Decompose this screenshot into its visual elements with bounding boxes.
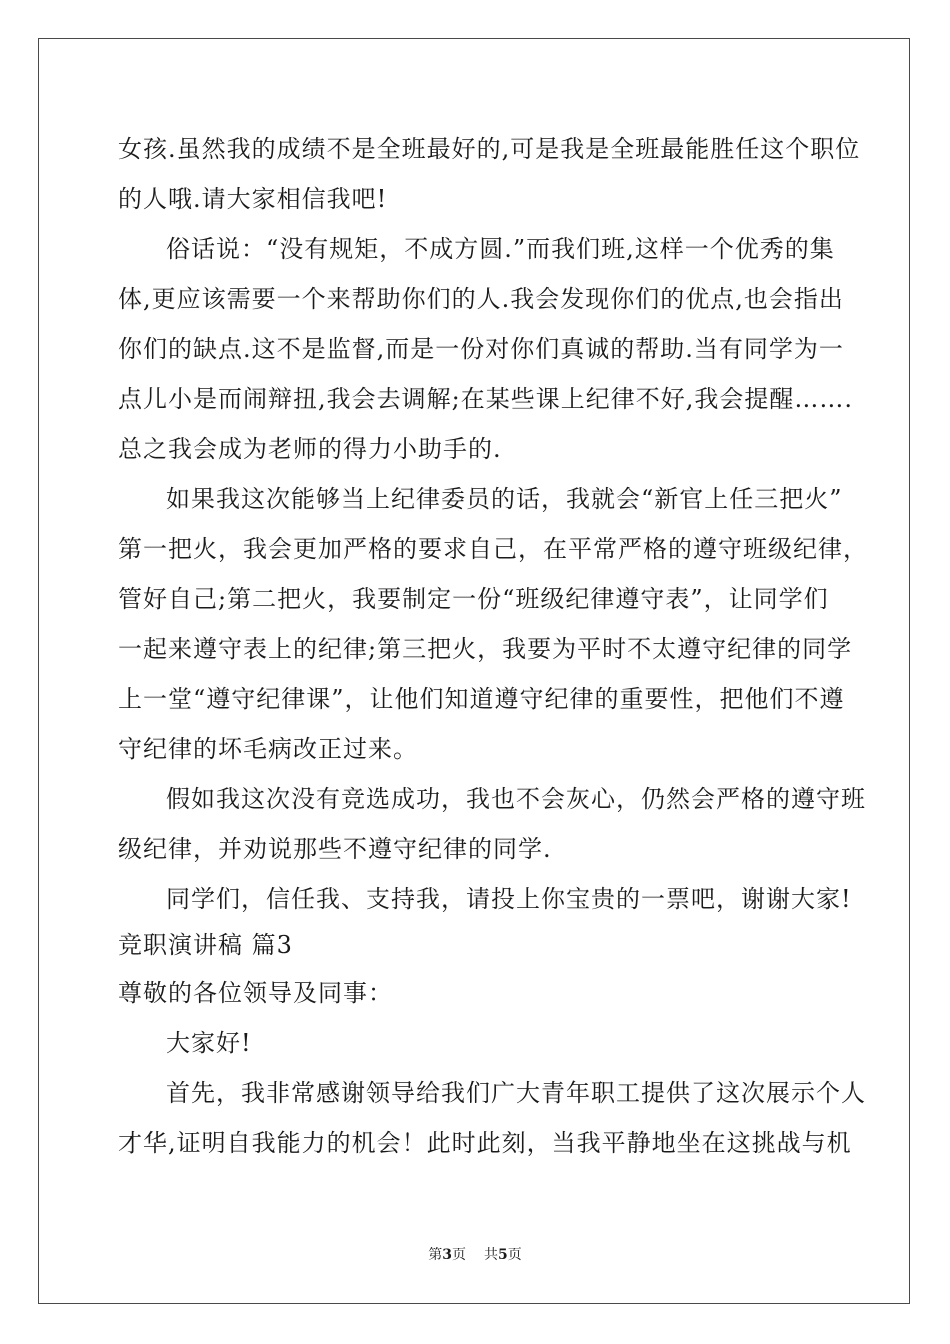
salutation: 尊敬的各位领导及同事： <box>118 979 393 1007</box>
text-line: 点儿小是而闹辩扭,我会去调解;在某些课上纪律不好,我会提醒……. <box>118 385 853 413</box>
text-line: 级纪律，并劝说那些不遵守纪律的同学. <box>118 835 552 863</box>
text-line: 才华,证明自我能力的机会！此时此刻，当我平静地坐在这挑战与机 <box>118 1129 852 1157</box>
text-line: 的人哦.请大家相信我吧! <box>118 185 388 213</box>
text-line: 上一堂“遵守纪律课”，让他们知道遵守纪律的重要性，把他们不遵 <box>118 685 845 713</box>
text-line: 体,更应该需要一个来帮助你们的人.我会发现你们的优点,也会指出 <box>118 285 844 313</box>
text-line: 管好自己;第二把火，我要制定一份“班级纪律遵守表”，让同学们 <box>118 585 829 613</box>
page-suffix: 页 <box>452 1247 466 1263</box>
section-heading: 竞职演讲稿 篇3 <box>118 931 293 959</box>
text-line: 如果我这次能够当上纪律委员的话，我就会“新官上任三把火” <box>166 485 843 513</box>
text-line: 第一把火，我会更加严格的要求自己，在平常严格的遵守班级纪律， <box>118 535 868 563</box>
greeting: 大家好! <box>166 1029 252 1057</box>
text-line: 总之我会成为老师的得力小助手的. <box>118 435 502 463</box>
total-suffix: 页 <box>507 1247 522 1263</box>
text-line: 同学们，信任我、支持我，请投上你宝贵的一票吧，谢谢大家! <box>166 885 852 913</box>
page-number: 3 <box>442 1247 452 1263</box>
total-pages: 5 <box>498 1247 508 1263</box>
text-line: 首先，我非常感谢领导给我们广大青年职工提供了这次展示个人 <box>166 1079 866 1107</box>
total-prefix: 共 <box>484 1247 498 1263</box>
text-line: 俗话说：“没有规矩，不成方圆.”而我们班,这样一个优秀的集 <box>166 235 835 263</box>
page-prefix: 第 <box>428 1247 443 1263</box>
text-line: 假如我这次没有竞选成功，我也不会灰心，仍然会严格的遵守班 <box>166 785 866 813</box>
text-line: 一起来遵守表上的纪律;第三把火，我要为平时不太遵守纪律的同学 <box>118 635 853 663</box>
page-footer <box>0 1244 950 1264</box>
text-line: 女孩.虽然我的成绩不是全班最好的,可是我是全班最能胜任这个职位 <box>118 135 861 163</box>
text-line: 守纪律的坏毛病改正过来。 <box>118 735 418 763</box>
page-border <box>38 38 910 1304</box>
text-line: 你们的缺点.这不是监督,而是一份对你们真诚的帮助.当有同学为一 <box>118 335 844 363</box>
